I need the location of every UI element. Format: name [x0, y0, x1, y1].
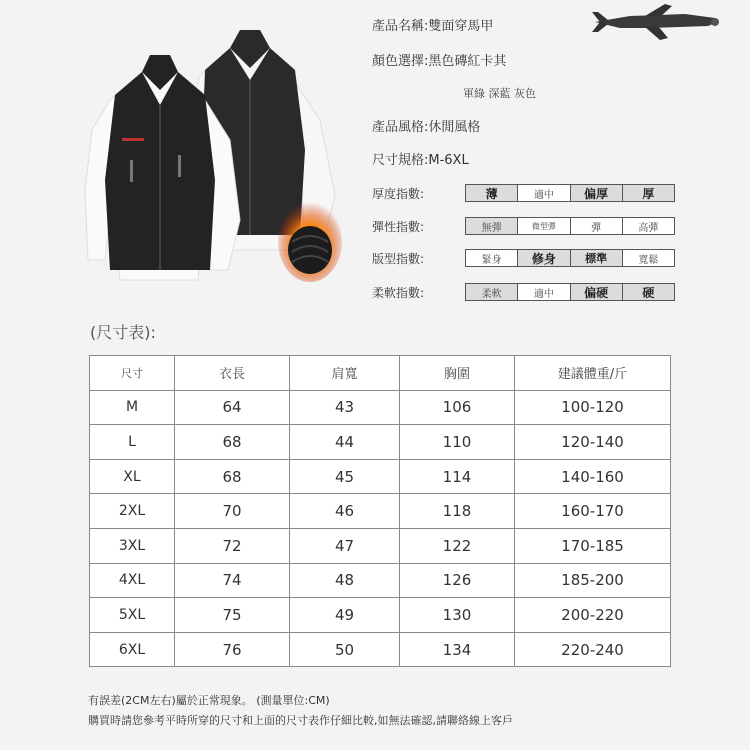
column-header-shoulder: 肩寬: [290, 356, 400, 391]
fit-index-scale: [465, 249, 675, 267]
softness-option: 偏硬: [570, 284, 622, 300]
table-cell: 43: [290, 390, 400, 425]
column-header-weight: 建議體重/斤: [515, 356, 671, 391]
table-cell: 170-185: [515, 528, 671, 563]
elasticity-option: 高彈: [622, 218, 674, 234]
airplane-icon: [590, 2, 720, 42]
table-cell: 122: [400, 528, 515, 563]
table-cell: 130: [400, 598, 515, 633]
column-header-chest: 胸圍: [400, 356, 515, 391]
table-row: [90, 494, 671, 529]
elasticity-index-label: 彈性指數:: [372, 220, 425, 234]
table-row: [90, 598, 671, 633]
softness-option-selected: 柔軟: [466, 284, 517, 300]
table-cell: 2XL: [90, 494, 175, 529]
table-cell: 3XL: [90, 528, 175, 563]
table-cell: 200-220: [515, 598, 671, 633]
thickness-index-label: 厚度指數:: [372, 187, 425, 201]
table-cell: 118: [400, 494, 515, 529]
size-table-heading: (尺寸表):: [90, 323, 156, 342]
table-cell: 68: [175, 425, 290, 460]
fit-index-label: 版型指數:: [372, 252, 425, 266]
table-cell: 49: [290, 598, 400, 633]
fit-option: 緊身: [481, 254, 502, 266]
table-cell: 6XL: [90, 632, 175, 667]
table-cell: 68: [175, 459, 290, 494]
thickness-option-selected: 厚: [622, 185, 674, 201]
table-cell: 126: [400, 563, 515, 598]
table-cell: 47: [290, 528, 400, 563]
thickness-index-scale: [465, 184, 675, 202]
table-cell: 70: [175, 494, 290, 529]
table-row: [90, 390, 671, 425]
table-cell: XL: [90, 459, 175, 494]
measurement-note: 有誤差(2CM左右)屬於正常現象。 (測量單位:CM): [88, 694, 330, 707]
elasticity-index-scale: [465, 217, 675, 235]
table-header-row: [90, 356, 671, 391]
purchase-note: 購買時請您參考平時所穿的尺寸和上面的尺寸表作仔細比較,如無法確認,請聯絡線上客戶: [88, 714, 513, 727]
table-cell: 220-240: [515, 632, 671, 667]
table-row: [90, 459, 671, 494]
table-cell: 106: [400, 390, 515, 425]
fit-option: 修身: [517, 250, 569, 266]
table-cell: 48: [290, 563, 400, 598]
table-row: [90, 563, 671, 598]
table-cell: L: [90, 425, 175, 460]
table-row: [90, 632, 671, 667]
elasticity-option: 微型彈: [517, 218, 569, 234]
table-cell: 5XL: [90, 598, 175, 633]
table-row: [90, 528, 671, 563]
table-cell: 45: [290, 459, 400, 494]
product-image: [80, 20, 350, 285]
table-cell: 50: [290, 632, 400, 667]
table-cell: 120-140: [515, 425, 671, 460]
table-cell: 100-120: [515, 390, 671, 425]
thickness-option: 薄: [466, 185, 517, 201]
table-cell: 44: [290, 425, 400, 460]
table-cell: 185-200: [515, 563, 671, 598]
size-table-body: [90, 390, 671, 667]
elasticity-option: 彈: [570, 218, 622, 234]
table-cell: 72: [175, 528, 290, 563]
table-cell: 64: [175, 390, 290, 425]
table-cell: 110: [400, 425, 515, 460]
color-options: 顏色選擇:黑色磚紅卡其: [372, 54, 507, 69]
thickness-option: 適中: [517, 185, 569, 201]
column-header-length: 衣長: [175, 356, 290, 391]
table-row: [90, 425, 671, 460]
size-range: 尺寸規格:M-6XL: [372, 153, 469, 168]
table-cell: 134: [400, 632, 515, 667]
softness-option: 適中: [517, 284, 569, 300]
thickness-option: 偏厚: [570, 185, 622, 201]
softness-index-label: 柔軟指數:: [372, 286, 425, 300]
flame-fabric-icon: [278, 202, 342, 282]
table-cell: 75: [175, 598, 290, 633]
product-style: 產品風格:休閒風格: [372, 120, 481, 135]
size-table: [89, 355, 671, 667]
fit-option: 寬鬆: [622, 250, 674, 266]
fit-option-selected: 標準: [570, 250, 622, 266]
product-name: 產品名稱:雙面穿馬甲: [372, 19, 494, 34]
table-cell: 114: [400, 459, 515, 494]
table-cell: 140-160: [515, 459, 671, 494]
table-cell: 76: [175, 632, 290, 667]
table-cell: 46: [290, 494, 400, 529]
color-options-more: 軍綠 深藍 灰色: [463, 87, 536, 100]
table-cell: M: [90, 390, 175, 425]
softness-index-scale: [465, 283, 675, 301]
table-cell: 74: [175, 563, 290, 598]
table-cell: 160-170: [515, 494, 671, 529]
softness-option: 硬: [622, 284, 674, 300]
elasticity-option-selected: 無彈: [466, 218, 517, 234]
table-cell: 4XL: [90, 563, 175, 598]
column-header-size: 尺寸: [90, 356, 175, 391]
